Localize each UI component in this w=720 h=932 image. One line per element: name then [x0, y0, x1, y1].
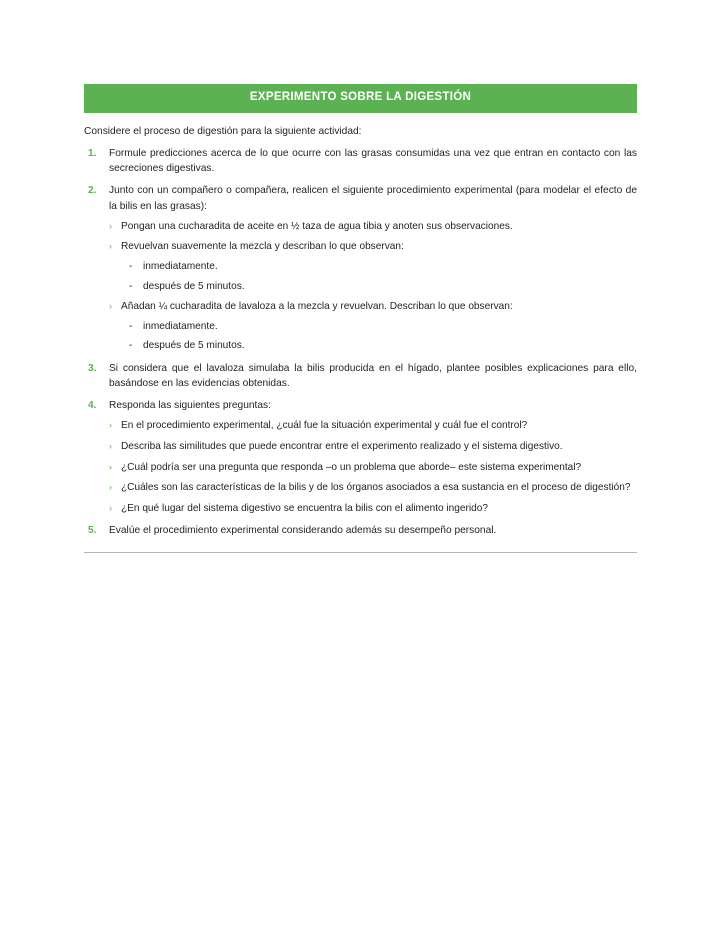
list-item — [84, 146, 637, 176]
sub-list — [109, 419, 637, 516]
sub-list-item — [109, 300, 637, 354]
sub-list-item — [109, 240, 637, 294]
sub-list-item — [109, 461, 637, 476]
item-text: Si considera que el lavaloza simulaba la bilis producida en el hígado, plantee posibles explicaciones para ello, basándose en las evidencias obtenidas. — [109, 363, 637, 390]
list-item — [84, 523, 637, 538]
activity-list — [84, 146, 637, 538]
sub-list-item — [109, 419, 637, 434]
dash-list — [121, 320, 637, 354]
dash-list-item — [121, 339, 637, 354]
chevron-right-icon: › — [109, 220, 112, 231]
sub-list-item — [109, 440, 637, 455]
sub-item-text: ¿Cuáles son las características de la bilis y de los órganos asociados a esa sustancia en el proceso de digestión? — [121, 482, 631, 494]
list-item — [84, 361, 637, 391]
dash-list — [121, 260, 637, 294]
sub-list — [109, 220, 637, 354]
item-text: Evalúe el procedimiento experimental considerando además su desempeño personal. — [109, 525, 497, 537]
list-item — [84, 183, 637, 354]
page-title: EXPERIMENTO SOBRE LA DIGESTIÓN — [84, 84, 637, 113]
item-number: 3. — [88, 363, 97, 375]
item-text: Junto con un compañero o compañera, realicen el siguiente procedimiento experimental (para modelar el efecto de la bilis en las grasas): — [109, 185, 637, 212]
item-text: Formule predicciones acerca de lo que ocurre con las grasas consumidas una vez que entran en contacto con las secreciones digestivas. — [109, 148, 637, 175]
list-item — [84, 398, 637, 516]
dash-bullet-icon: - — [129, 280, 133, 292]
sub-list-item — [109, 481, 637, 496]
sub-list-item — [109, 502, 637, 517]
item-text: Responda las siguientes preguntas: — [109, 400, 271, 412]
sub-item-text: Revuelvan suavemente la mezcla y describan lo que observan: — [121, 241, 404, 253]
dash-bullet-icon: - — [129, 260, 133, 272]
dash-item-text: después de 5 minutos. — [143, 280, 245, 292]
item-number: 2. — [88, 185, 97, 197]
sub-item-text: Pongan una cucharadita de aceite en ½ taza de agua tibia y anoten sus observaciones. — [121, 220, 513, 232]
dash-list-item — [121, 260, 637, 275]
sub-item-text: ¿En qué lugar del sistema digestivo se encuentra la bilis con el alimento ingerido? — [121, 502, 488, 514]
intro-paragraph: Considere el proceso de digestión para la siguiente actividad: — [84, 125, 362, 137]
chevron-right-icon: › — [109, 420, 112, 431]
chevron-right-icon: › — [109, 301, 112, 312]
dash-bullet-icon: - — [129, 320, 133, 332]
item-number: 5. — [88, 525, 97, 537]
sub-item-text: Describa las similitudes que puede encontrar entre el experimento realizado y el sistema digestivo. — [121, 440, 563, 452]
document-content — [84, 84, 637, 553]
sub-item-text: ¿Cuál podría ser una pregunta que responda –o un problema que aborde– este sistema experimental? — [121, 461, 582, 473]
dash-item-text: después de 5 minutos. — [143, 340, 245, 352]
chevron-right-icon: › — [109, 461, 112, 472]
bottom-divider — [84, 552, 637, 553]
dash-list-item — [121, 320, 637, 335]
chevron-right-icon: › — [109, 502, 112, 513]
dash-item-text: inmediatamente. — [143, 320, 218, 332]
item-number: 1. — [88, 148, 97, 160]
dash-bullet-icon: - — [129, 340, 133, 352]
sub-item-text: En el procedimiento experimental, ¿cuál fue la situación experimental y cuál fue el control? — [121, 420, 528, 432]
chevron-right-icon: › — [109, 482, 112, 493]
dash-list-item — [121, 280, 637, 295]
chevron-right-icon: › — [109, 440, 112, 451]
sub-item-text: Añadan ¼ cucharadita de lavaloza a la mezcla y revuelvan. Describan lo que observan: — [121, 301, 513, 313]
item-number: 4. — [88, 400, 97, 412]
chevron-right-icon: › — [109, 241, 112, 252]
sub-list-item — [109, 220, 637, 235]
dash-item-text: inmediatamente. — [143, 260, 218, 272]
